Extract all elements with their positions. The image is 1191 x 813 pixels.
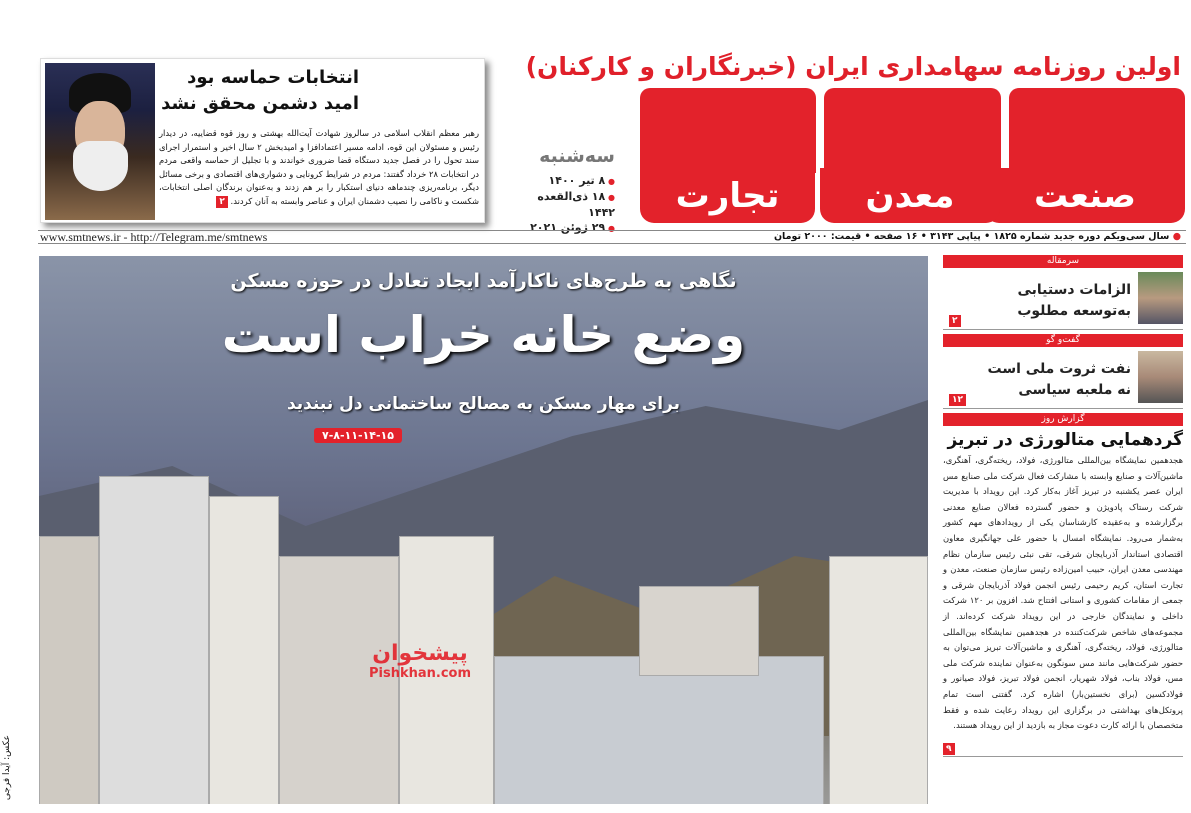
date-gregorian: ● ۲۹ ژوئن ۲۰۲۱ <box>520 220 615 236</box>
issue-date <box>520 145 615 236</box>
item-title: الزامات دستیابی به‌توسعه مطلوب <box>1017 282 1131 319</box>
logo-word-sanat: صنعت <box>985 168 1185 223</box>
date-lunar: ● ۱۸ ذی‌القعده ۱۴۴۲ <box>520 189 615 220</box>
newspaper-logo <box>640 88 1185 223</box>
page-refs: ۷-۸-۱۱-۱۴-۱۵ <box>314 428 402 443</box>
section-label: گزارش روز <box>943 413 1183 426</box>
page-ref: ۲ <box>949 315 961 327</box>
building <box>99 476 209 804</box>
page-ref: ۹ <box>943 743 955 755</box>
building <box>639 586 759 676</box>
logo-word-tejarat: تجارت <box>640 168 815 223</box>
section-label: گفت‌و گو <box>943 334 1183 347</box>
building <box>829 556 928 804</box>
logo-word-madan: معدن <box>820 168 1000 223</box>
main-kicker: نگاهی به طرح‌های ناکارآمد ایجاد تعادل در حوزه مسکن <box>230 270 737 292</box>
building <box>494 656 824 804</box>
date-solar: ● ۸ تیر ۱۴۰۰ <box>520 173 615 189</box>
report-title: گردهمایی متالورژی در تبریز <box>947 430 1183 450</box>
page-ref: ۲ <box>216 196 228 208</box>
page-ref: ۱۲ <box>949 394 966 406</box>
lead-story-box[interactable] <box>40 58 485 223</box>
weekday: سه‌شنبه <box>539 145 615 167</box>
author-photo <box>1138 272 1183 324</box>
daily-report[interactable] <box>943 413 1183 757</box>
interview-item[interactable] <box>943 347 1183 409</box>
item-title: نفت ثروت ملی است نه ملعبه سیاسی <box>987 361 1131 398</box>
masthead-tagline: اولین روزنامه سهامداری ایران (خبرنگاران و کارکنان) <box>525 52 1181 81</box>
issue-info: ● سال سی‌ویکم دوره جدید شماره ۱۸۲۵ • پیاپی ۳۱۴۳ • ۱۶ صفحه • قیمت: ۲۰۰۰ تومان <box>773 231 1181 242</box>
main-headline[interactable]: وضع خانه خراب است <box>221 306 746 364</box>
photo-credit: عکس: آیدا فرجی <box>2 735 12 801</box>
leader-photo <box>45 63 155 220</box>
lead-story-body: رهبر معظم انقلاب اسلامی در سالروز شهادت آیت‌الله بهشتی و روز قوه قضاییه، در دیدار رئیس و مسئولان این قوه، ادامه مسیر اعتمادافزا و امیدبخش ۲ سال اخیر و استمرار اجرای سند تحول را در فصل جدید دستگاه قضا ضروری خواندند و با تجلیل از حماسه واقعی مردم در انتخابات ۲۸ خرداد گفتند: مردم در شرایط کرونایی و دشواری‌های اقتصادی و برخی مسائل دیگر، برنامه‌ریزی چندماهه دنیای استکبار را بر هم زدند و به‌عنوان برندگان اصلی انتخابات، شکست و ناکامی را نصیب دشمنان ایران و عناصر وابسته به آنان کردند. ۲ <box>159 128 479 207</box>
section-label: سرمقاله <box>943 255 1183 268</box>
website-url[interactable]: www.smtnews.ir - http://Telegram.me/smtnews <box>40 230 268 244</box>
building <box>209 496 279 804</box>
report-body: هجدهمین نمایشگاه بین‌المللی متالورژی، فولاد، ریخته‌گری، آهنگری، ماشین‌آلات و صنایع وابسته با مشارکت فعال شرکت ملی صنایع مس ایران عصر یکشنبه در تبریز آغاز به‌کار کرد. این رویداد با مدیریت شرکت رستاک پادویژن و حضور گسترده فعالان صنایع معدنی برگزارشده و به‌عقیده کارشناسان یکی از رویدادهای مهم کشور به‌شمار می‌رود. نمایشگاه امسال با حضور علی جهانگیری معاون اقتصادی استاندار آذربایجان شرقی، تقی نبئی رئیس سازمان نظام مهندسی معدن ایران، حبیب امین‌زاده رئیس سازمان صنعت، معدن و تجارت استان، کریم رحیمی رئیس انجمن فولاد آذربایجان شرقی و جمعی از مقامات کشوری و استانی افتتاح شد. افزون بر ۱۲۰ شرکت داخلی و نمایندگان خارجی در این رویداد شرکت کرده‌اند. از مجموعه‌های شاخص شرکت‌کننده در هجدهمین نمایشگاه بین‌المللی متالورژی، فولاد، ریخته‌گری، آهنگری و ماشین‌آلات تبریز می‌توان به حضور شرکت‌هایی مانند مس سونگون به‌عنوان نماینده شرکت ملی مس، فولاد بناب، فولاد شهریار، انجمن فولاد تبریز، فولاد صیانور و فولادکسین (برای نخستین‌بار) اشاره کرد. گفتنی است تمام پروتکل‌های بهداشتی در برگزاری این رویداد رعایت شده و فقط متخصصان با ارائه کارت دعوت مجاز به بازدید از این رویداد هستند. <box>943 455 1183 731</box>
building <box>39 536 99 804</box>
watermark: پیشخوان Pishkhan.com <box>369 641 472 681</box>
main-story-photo[interactable] <box>39 256 928 804</box>
lead-story-title: انتخابات حماسه بود امید دشمن محقق نشد <box>161 67 359 114</box>
interviewee-photo <box>1138 351 1183 403</box>
editorial-item[interactable] <box>943 268 1183 330</box>
main-subhead: برای مهار مسکن به مصالح ساختمانی دل نبندید <box>286 394 681 414</box>
right-column <box>943 255 1183 757</box>
